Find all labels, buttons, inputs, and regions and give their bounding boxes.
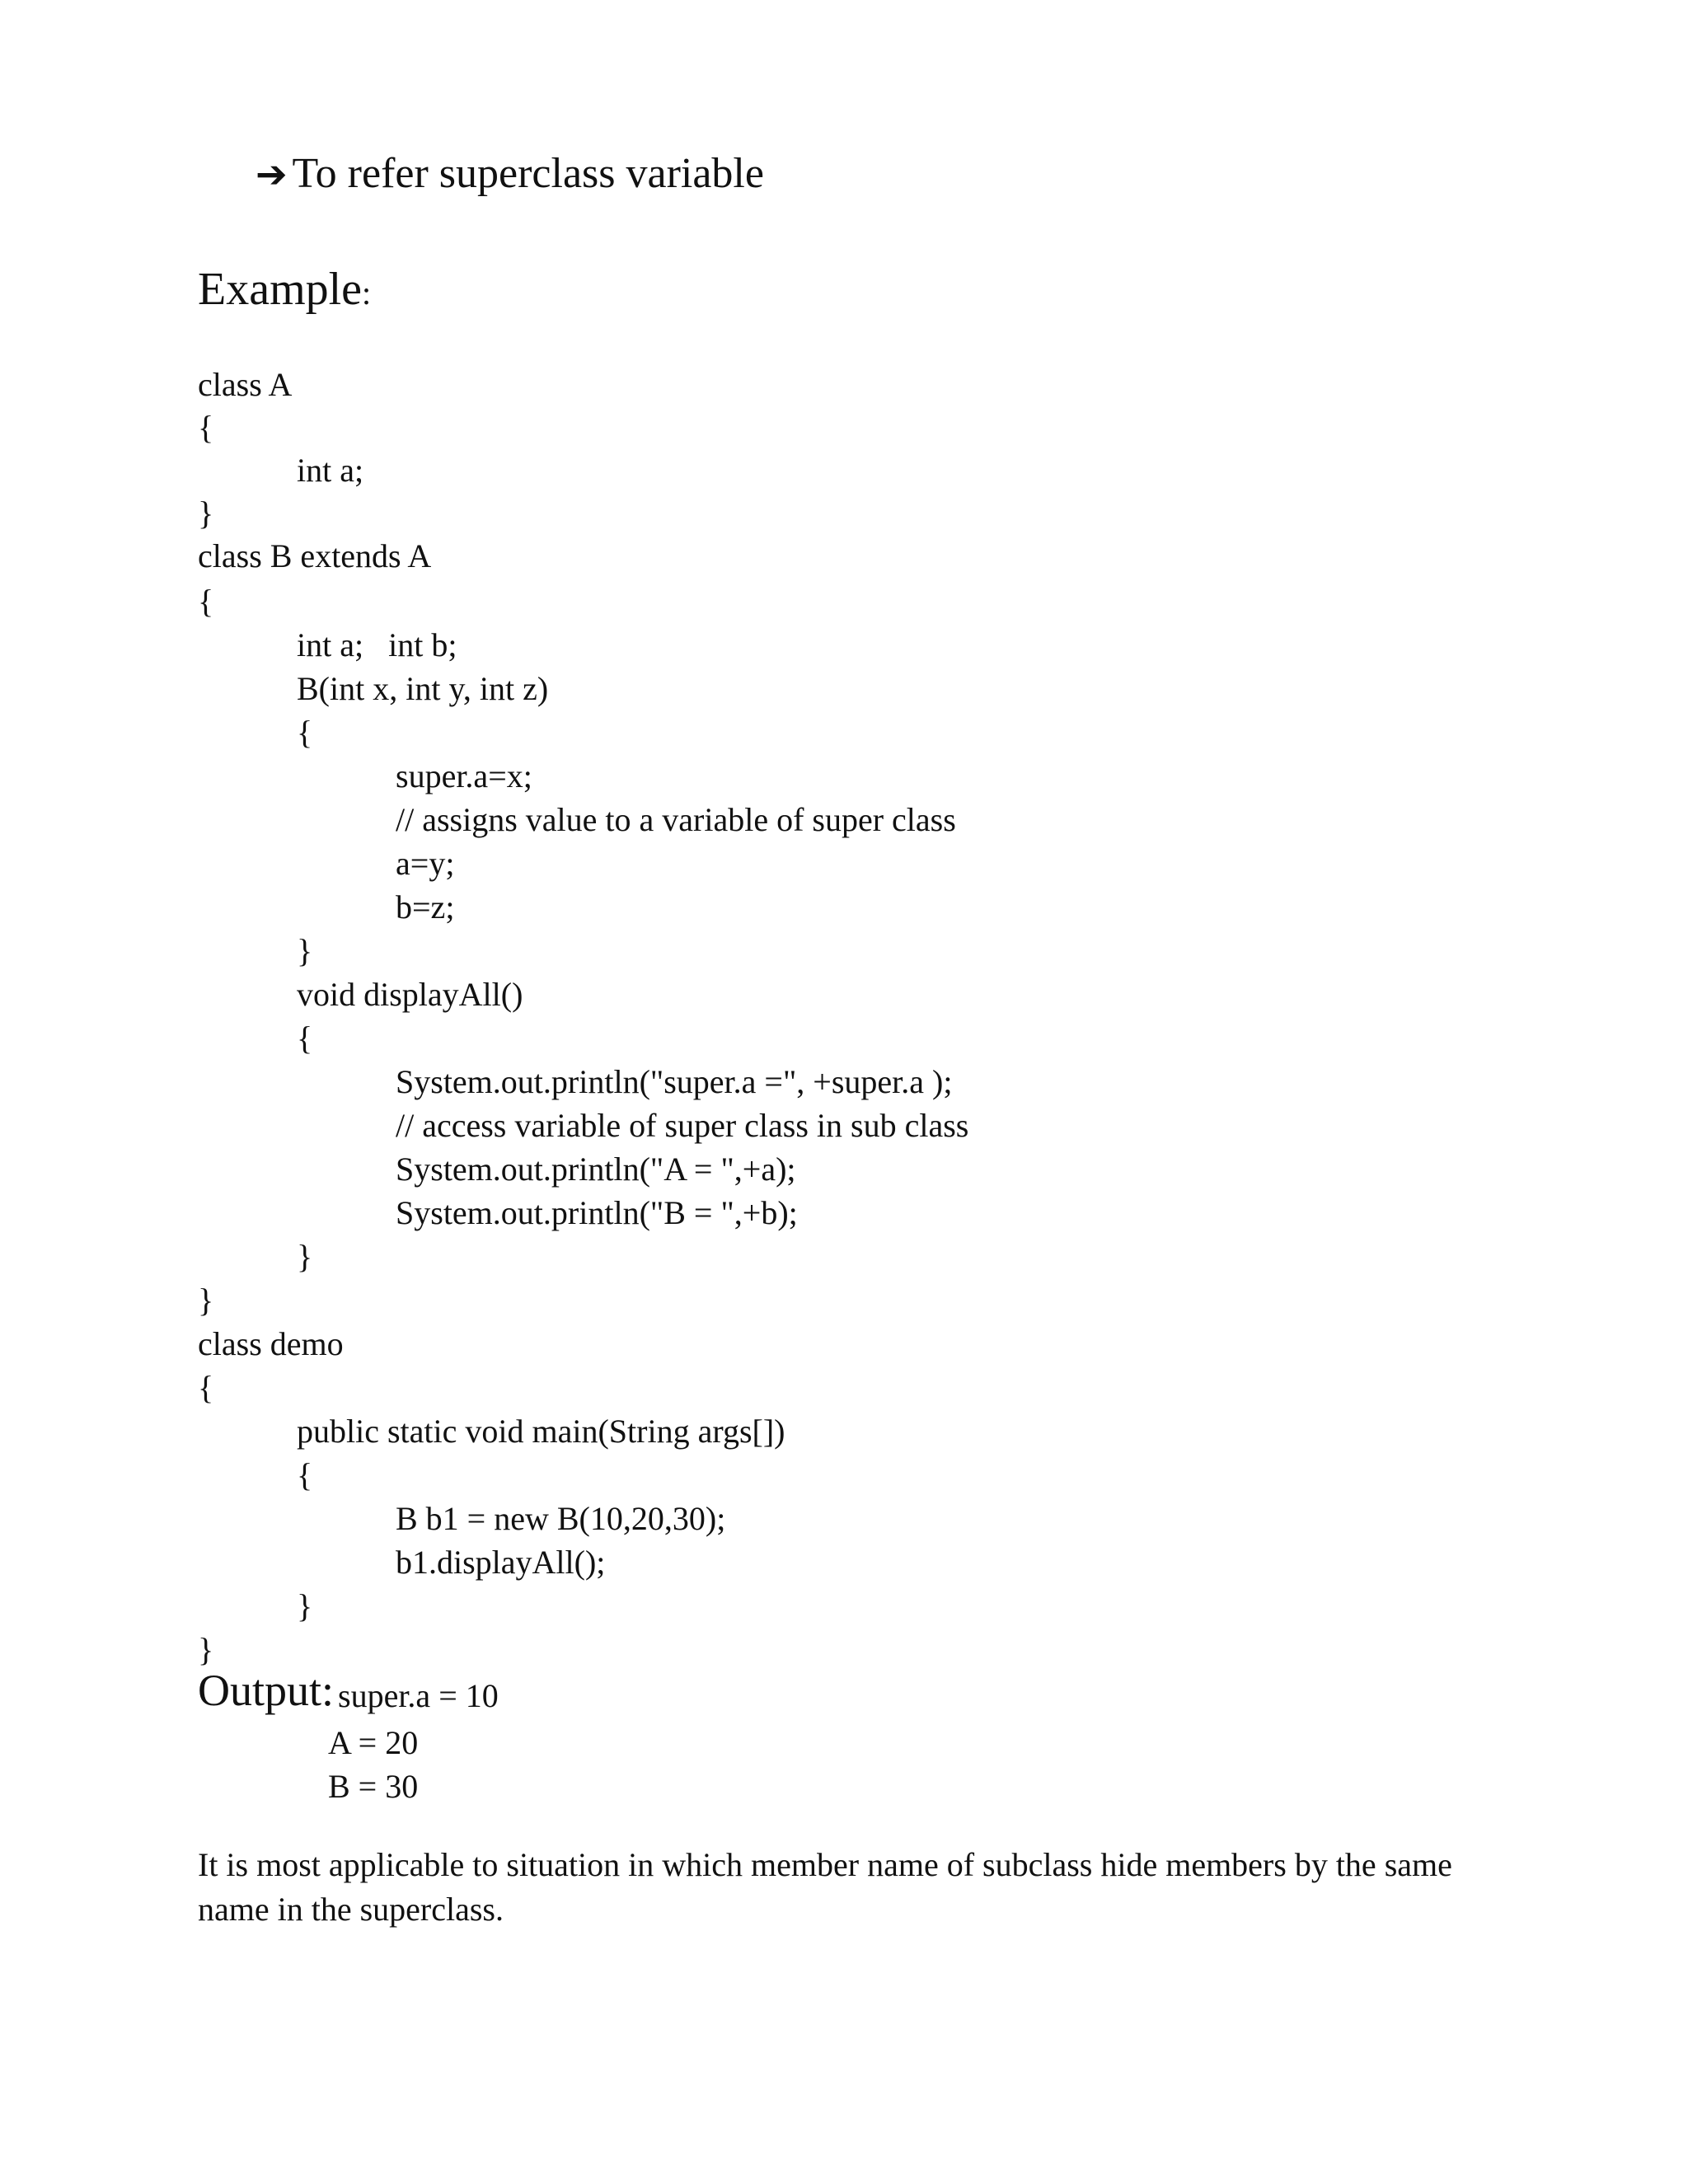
example-label-colon: :: [362, 274, 372, 312]
code-line: }: [297, 932, 313, 969]
code-line: {: [198, 583, 214, 620]
output-line: B = 30: [328, 1768, 419, 1805]
code-line: class A: [198, 366, 293, 403]
code-line: {: [198, 1369, 214, 1406]
section-heading: [256, 145, 764, 203]
code-line: B b1 = new B(10,20,30);: [396, 1500, 726, 1537]
code-line: b1.displayAll();: [396, 1544, 606, 1581]
code-line: {: [198, 409, 214, 446]
code-line: {: [297, 714, 313, 751]
code-line: // assigns value to a variable of super class: [396, 801, 956, 838]
code-line: super.a=x;: [396, 757, 532, 794]
code-line: }: [198, 1631, 214, 1668]
code-line: public static void main(String args[]): [297, 1413, 785, 1450]
output-line: A = 20: [328, 1724, 419, 1761]
section-heading-text: To refer superclass variable: [292, 150, 764, 197]
code-line: class demo: [198, 1325, 344, 1362]
code-line: void displayAll(): [297, 976, 523, 1013]
code-line: int a; int b;: [297, 626, 457, 663]
code-line: int a;: [297, 452, 364, 489]
code-line: {: [297, 1019, 313, 1057]
code-line: b=z;: [396, 888, 455, 926]
code-line: }: [297, 1238, 313, 1275]
code-line: System.out.println("B = ",+b);: [396, 1194, 798, 1231]
example-label: [198, 260, 371, 322]
code-line: }: [198, 1282, 214, 1319]
right-arrow-icon: ➔: [256, 152, 288, 196]
code-line: System.out.println("super.a =", +super.a );: [396, 1063, 953, 1100]
code-line: a=y;: [396, 845, 455, 882]
code-line: // access variable of super class in sub class: [396, 1107, 969, 1144]
code-line: {: [297, 1456, 313, 1493]
output-line: super.a = 10: [338, 1677, 499, 1714]
code-line: }: [297, 1587, 313, 1624]
example-label-text: Example: [198, 264, 363, 315]
code-line: B(int x, int y, int z): [297, 670, 549, 707]
code-line: System.out.println("A = ",+a);: [396, 1151, 796, 1188]
code-line: }: [198, 494, 214, 532]
explanation-paragraph: It is most applicable to situation in which member name of subclass hide members by the same name in the superclass.: [198, 1846, 1452, 1928]
output-label: Output:: [198, 1666, 335, 1715]
code-line: class B extends A: [198, 537, 432, 574]
